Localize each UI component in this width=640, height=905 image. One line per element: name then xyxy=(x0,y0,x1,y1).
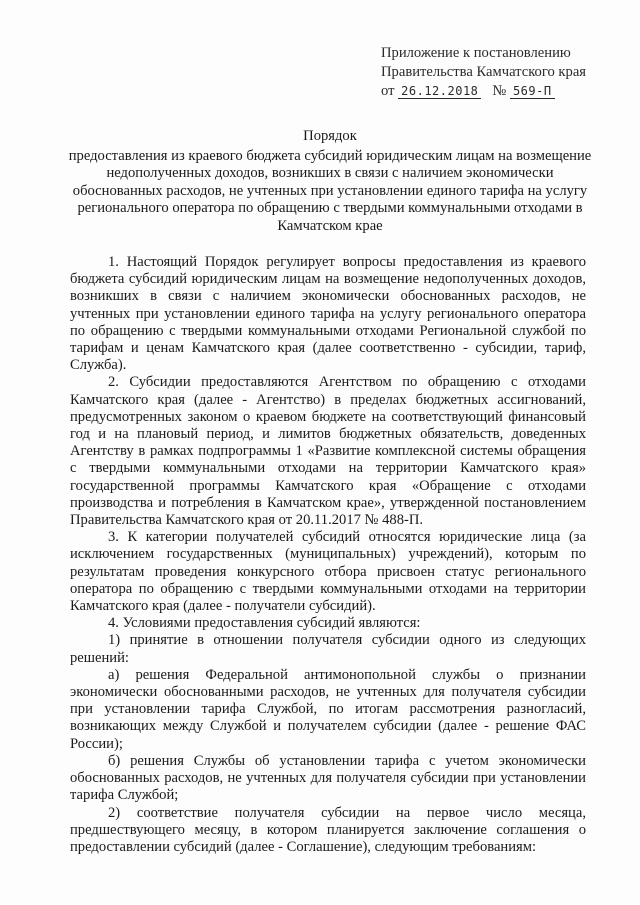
document-title: Порядок xyxy=(303,128,357,144)
appendix-date-line xyxy=(381,82,621,101)
paragraph-4-1-a: а) решения Федеральной антимонопольной службы о признании экономически обоснованными расходов, не учтенных для получателя субсидии при установлении тарифа Службой, по итогам рассмотрения разногласий, возникающих между Службой и получателем субсидии (далее - решение ФАС России); xyxy=(70,666,586,752)
paragraph-1: 1. Настоящий Порядок регулирует вопросы предоставления из краевого бюджета субсидий юридическим лицам на возмещение недополученных доходов, возникших в связи с наличием экономически обоснованных расходов, не учтенных при установлении единого тарифа на услугу регионального оператора по обращению с твердыми коммунальными отходами Региональной службой по тарифам и ценам Камчатского края (далее соответственно - субсидии, тариф, Служба). xyxy=(70,254,586,374)
paragraph-4-1: 1) принятие в отношении получателя субсидии одного из следующих решений: xyxy=(70,632,586,666)
document-body xyxy=(70,254,586,856)
paragraph-3: 3. К категории получателей субсидий относятся юридические лица (за исключением государственных (муниципальных) учреждений), которым по результатам проведения конкурсного отбора присвоен статус регионального оператора по обращению с твердыми коммунальными отходами на территории Камчатского края (далее - получатели субсидий). xyxy=(70,529,586,615)
date-prefix: от xyxy=(381,83,395,99)
paragraph-4-1-b: б) решения Службы об установлении тарифа с учетом экономически обоснованных расходов, не учтенных для получателя субсидии при установлении тарифа Службой; xyxy=(70,752,586,804)
number-value: 569-П xyxy=(510,84,555,99)
paragraph-4: 4. Условиями предоставления субсидий являются: xyxy=(108,615,421,632)
paragraph-4-2: 2) соответствие получателя субсидии на первое число месяца, предшествующего месяцу, в котором планируется заключение соглашения о предоставлении субсидий (далее - Соглашение), следующим требованиям: xyxy=(70,804,586,855)
number-prefix: № xyxy=(492,83,507,99)
document-title-block xyxy=(60,128,600,236)
date-value: 26.12.2018 xyxy=(398,84,481,99)
document-subtitle: предоставления из краевого бюджета субсидий юридическим лицам на возмещение недополученных доходов, возникших в связи с наличием экономически обоснованных расходов, не учтенных при установлении единого тарифа на услугу регионального оператора по обращению с твердыми коммунальными отходами в Камчатском крае xyxy=(68,147,592,234)
appendix-line-1: Приложение к постановлению xyxy=(381,45,571,61)
paragraph-2: 2. Субсидии предоставляются Агентством по обращению с отходами Камчатского края (далее - Агентство) в пределах бюджетных ассигнований, предусмотренных законом о краевом бюджете на соответствующий финансовый год и на плановый период, и лимитов бюджетных обязательств, доведенных Агентству в рамках подпрограммы 1 «Развитие комплексной системы обращения с твердыми коммунальными отходами на территории Камчатского края» государственной программы Камчатского края «Обращение с отходами производства и потребления в Камчатском крае», утвержденной постановлением Правительства Камчатского края от 20.11.2017 № 488-П. xyxy=(70,374,586,529)
appendix-header xyxy=(381,44,621,101)
appendix-line-2: Правительства Камчатского края xyxy=(381,64,587,80)
